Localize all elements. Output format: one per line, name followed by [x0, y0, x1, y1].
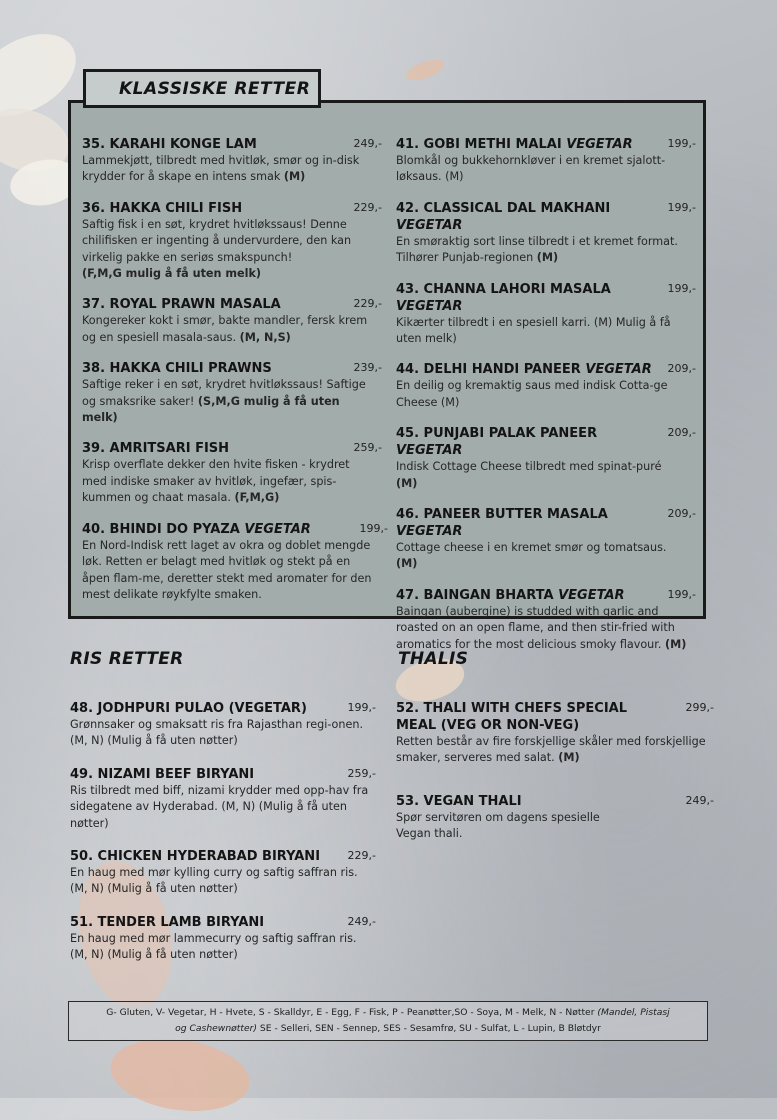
item-title: 47. BAINGAN BHARTA [396, 587, 559, 603]
item-description: Saftige reker i en søt, krydret hvitløkssaus! Saftige og smaksrike saker! [82, 378, 366, 408]
menu-item [396, 700, 714, 767]
item-price: 199,- [667, 200, 696, 214]
menu-item [82, 136, 382, 186]
menu-item [70, 766, 380, 832]
item-title: 40. BHINDI DO PYAZA [82, 521, 245, 537]
vegetar-label: VEGETAR [396, 443, 463, 459]
item-price: 229,- [347, 849, 376, 863]
thalis-column [396, 700, 714, 857]
menu-column-left [82, 136, 388, 617]
allergen-legend-nuts-cont: og Cashewnøtter) [175, 1023, 257, 1034]
vegetar-label: VEGETAR [566, 137, 633, 152]
menu-item [82, 296, 382, 346]
item-description: Indisk Cottage Cheese tilbredt med spinat-puré [396, 460, 662, 474]
item-title: 48. JODHPURI PULAO (VEGETAR) [70, 701, 307, 716]
allergen-legend-line1: G- Gluten, V- Vegetar, H - Hvete, S - Skalldyr, E - Egg, F - Fisk, P - Peanøtter,SO - Soya, M - Melk, N - Nøtter [106, 1007, 598, 1018]
item-title: 51. TENDER LAMB BIRYANI [70, 914, 265, 930]
menu-item [70, 914, 380, 964]
item-allergens: (M) [283, 170, 306, 184]
item-title: 46. PANEER BUTTER MASALA [396, 507, 608, 523]
menu-item [396, 281, 696, 348]
item-price: 249,- [353, 137, 382, 150]
menu-item [396, 506, 696, 573]
section-header-klassiske [83, 69, 321, 108]
item-description: En haug med mør lammecurry og saftig saffran ris. (M, N) (Mulig å få uten nøtter) [70, 931, 357, 962]
item-description: Blomkål og bukkehornkløver i en kremet sjalott-løksaus. (M) [396, 154, 666, 184]
item-description: Saftig fisk i en søt, krydret hvitløkssaus! Denne chilifisken er ingenting å undervurdere, den kan virkelig pakke en seriøs smakspunch! [82, 217, 352, 264]
menu-item [82, 440, 382, 506]
item-title: 45. PUNJABI PALAK PANEER [396, 426, 598, 442]
item-allergens: (M) [536, 251, 559, 265]
item-price: 239,- [353, 361, 382, 375]
item-description: Baingan (aubergine) is studded with garlic and roasted on an open flame, and then stir-fried with aromatics for the most delicious smoky flavour. [396, 604, 675, 651]
item-description: Grønnsaker og smaksatt ris fra Rajasthan regi-onen. (M, N) (Mulig å få uten nøtter) [70, 718, 364, 748]
flower-petal-decoration [106, 1031, 254, 1119]
item-price: 259,- [347, 766, 376, 780]
item-allergens: (M) [664, 637, 687, 651]
menu-item [396, 200, 696, 267]
item-title: 36. HAKKA CHILI FISH [82, 200, 243, 216]
menu-item [70, 848, 380, 898]
menu-item [396, 136, 696, 186]
ris-retter-column [70, 700, 380, 978]
item-price: 249,- [685, 793, 714, 807]
item-description: En deilig og kremaktig saus med indisk Cotta-ge Cheese (M) [396, 379, 668, 409]
item-price: 199,- [667, 137, 696, 150]
menu-item [396, 361, 696, 411]
item-allergens: (F,M,G mulig å få uten melk) [82, 267, 262, 281]
allergen-legend-line2: SE - Selleri, SEN - Sennep, SES - Sesamfrø, SU - Sulfat, L - Lupin, B Bløtdyr [256, 1023, 601, 1034]
item-description: Spør servitøren om dagens spesielle Vegan thali. [396, 810, 600, 841]
section-title-ris: RIS RETTER [70, 649, 184, 669]
vegetar-label: VEGETAR [558, 587, 625, 603]
menu-item [396, 793, 714, 843]
item-price: 299,- [685, 701, 714, 714]
vegetar-label: VEGETAR [244, 521, 311, 537]
item-description: Krisp overflate dekker den hvite fisken - krydret med indiske smaker av hvitløk, ingefær, spis-kummen og chaat masala. [82, 458, 350, 505]
vegetar-label: VEGETAR [396, 217, 463, 233]
menu-item [82, 200, 382, 283]
item-price: 199,- [667, 587, 696, 601]
item-title: 53. VEGAN THALI [396, 793, 522, 809]
item-price: 229,- [353, 297, 382, 311]
item-title: 49. NIZAMI BEEF BIRYANI [70, 766, 255, 782]
menu-item [396, 425, 696, 492]
item-title: 41. GOBI METHI MALAI [396, 137, 567, 152]
allergen-legend [68, 1001, 708, 1041]
menu-item [82, 360, 382, 426]
item-title: 50. CHICKEN HYDERABAD BIRYANI [70, 849, 321, 865]
menu-item [82, 521, 388, 604]
item-allergens: (M) [396, 476, 418, 490]
vegetar-label: VEGETAR [396, 298, 463, 314]
section-title: KLASSISKE RETTER [119, 78, 311, 99]
item-allergens: (M, N,S) [239, 330, 291, 344]
item-price: 209,- [667, 362, 696, 376]
item-description: Ris tilbredt med biff, nizami krydder med opp-hav fra sidegatene av Hyderabad. (M, N) (Mulig å få uten nøtter) [70, 783, 369, 830]
menu-column-right [396, 136, 696, 667]
vegetar-label: VEGETAR [396, 524, 463, 540]
item-price: 249,- [347, 914, 376, 928]
menu-item [70, 700, 380, 750]
item-description: En smøraktig sort linse tilbredt i et kremet format. Tilhører Punjab-regionen [396, 234, 678, 265]
item-description: Lammekjøtt, tilbredt med hvitløk, smør og in-disk krydder for å skape en intens smak [82, 154, 360, 184]
item-allergens: (F,M,G) [234, 491, 280, 505]
flower-petal-decoration [403, 56, 446, 85]
vegetar-label: VEGETAR [585, 362, 652, 378]
item-allergens: (M) [558, 751, 580, 765]
item-price: 199,- [667, 281, 696, 295]
item-price: 209,- [667, 426, 696, 440]
item-description: Cottage cheese i en kremet smør og tomatsaus. [396, 541, 667, 555]
item-description: Retten består av fire forskjellige skåler med forskjellige smaker, serveres med salat. [396, 735, 706, 765]
item-allergens: (M) [396, 557, 418, 571]
item-description: En Nord-Indisk rett laget av okra og doblet mengde løk. Retten er belagt med hvitløk og stekt på en åpen flam-me, deretter stekt med aromater for den mest delikate røykfylte smaken. [82, 538, 372, 601]
item-price: 199,- [347, 701, 376, 714]
item-title: 39. AMRITSARI FISH [82, 441, 230, 457]
item-title: 52. THALI WITH CHEFS SPECIAL MEAL (VEG OR NON-VEG) [396, 701, 628, 733]
section-title-thalis: THALIS [398, 649, 469, 669]
item-title: 44. DELHI HANDI PANEER [396, 362, 586, 378]
menu-item [396, 587, 696, 653]
item-description: Kikærter tilbredt i en spesiell karri. (M) Mulig å få uten melk) [396, 315, 671, 346]
allergen-legend-nuts: (Mandel, Pistasj [597, 1007, 670, 1018]
item-price: 199,- [359, 521, 388, 535]
item-description: Kongereker kokt i smør, bakte mandler, fersk krem og en spesiell masala-saus. [82, 314, 368, 344]
item-allergens: (S,M,G mulig å få uten melk) [82, 394, 340, 425]
item-title: 35. KARAHI KONGE LAM [82, 137, 257, 152]
item-title: 42. CLASSICAL DAL MAKHANI [396, 200, 611, 216]
item-description: En haug med mør kylling curry og saftig saffran ris. (M, N) (Mulig å få uten nøtter) [70, 866, 358, 896]
item-price: 259,- [353, 441, 382, 455]
item-title: 37. ROYAL PRAWN MASALA [82, 297, 281, 313]
item-title: 38. HAKKA CHILI PRAWNS [82, 361, 272, 377]
item-title: 43. CHANNA LAHORI MASALA [396, 281, 611, 297]
item-price: 209,- [667, 507, 696, 521]
item-price: 229,- [353, 200, 382, 214]
